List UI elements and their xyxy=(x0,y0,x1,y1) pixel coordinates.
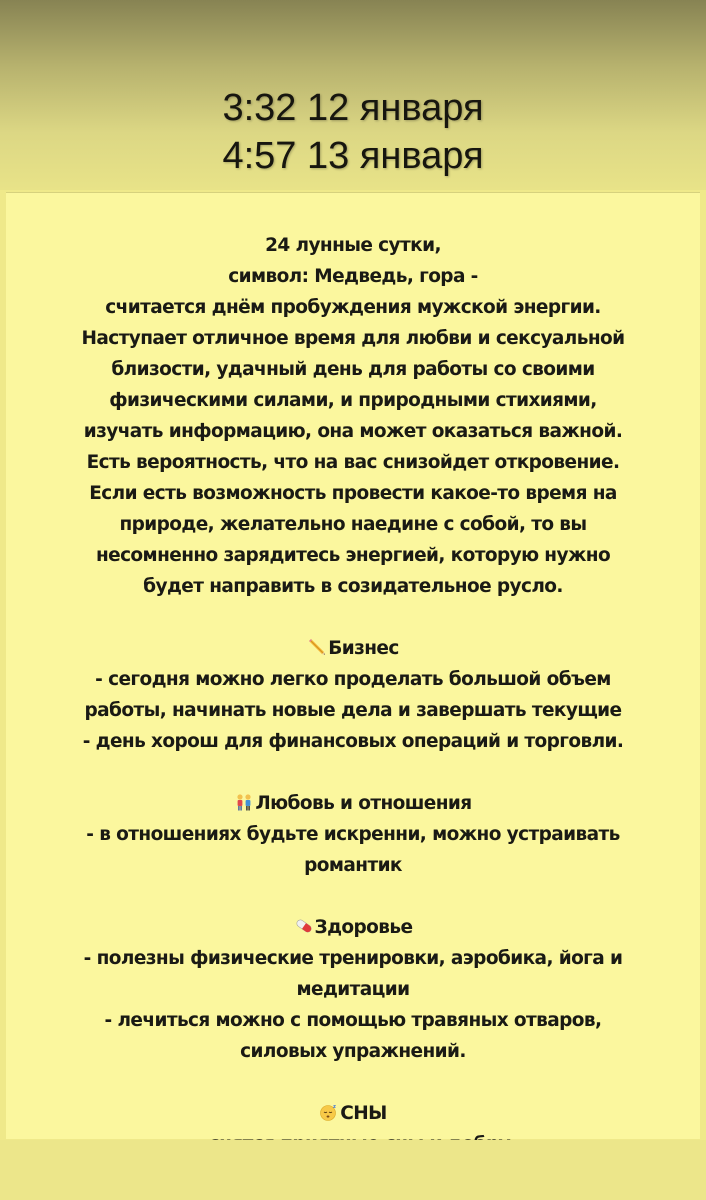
section-title-health xyxy=(18,912,688,943)
intro-line: будет направить в созидательное русло. xyxy=(143,576,563,597)
forecast-content xyxy=(18,230,688,1191)
intro-line: несомненно зарядитесь энергией, которую нужно xyxy=(95,545,611,566)
intro-line: изучать информацию, она может оказаться важной. xyxy=(83,421,623,442)
intro-line: 24 лунные сутки, xyxy=(265,235,441,256)
section-title-love xyxy=(18,788,688,819)
header-line-1: 3:32 12 января xyxy=(222,87,484,129)
section-title-business xyxy=(18,633,688,664)
section-health xyxy=(18,912,688,1067)
svg-text:z: z xyxy=(333,1104,336,1110)
intro-line: природе, желательно наедине с собой, то вы xyxy=(119,514,587,535)
section-title-text: Здоровье xyxy=(314,917,413,938)
bottom-band xyxy=(0,1140,706,1200)
section-title-text: СНЫ xyxy=(340,1103,387,1124)
section-line: работы, начинать новые дела и завершать текущие xyxy=(84,700,622,721)
pill-icon xyxy=(294,917,314,935)
section-title-text: Бизнес xyxy=(328,638,399,659)
intro-line: близости, удачный день для работы со своими xyxy=(111,359,595,380)
intro-line: Наступает отличное время для любви и сексуальной xyxy=(81,328,625,349)
intro-line: символ: Медведь, гора - xyxy=(228,266,478,287)
intro-line: физическими силами, и природными стихиями, xyxy=(109,390,597,411)
pencil-icon xyxy=(307,638,327,656)
section-line: - полезны физические тренировки, аэробика, йога и xyxy=(83,948,623,969)
section-line: - день хорош для финансовых операций и торговли. xyxy=(82,731,624,752)
section-line: - в отношениях будьте искренни, можно устраивать xyxy=(86,824,620,845)
section-love xyxy=(18,788,688,881)
intro-line: Есть вероятность, что на вас снизойдет откровение. xyxy=(86,452,620,473)
section-line: романтик xyxy=(304,855,402,876)
sleeping-face-icon xyxy=(319,1103,339,1121)
section-title-dreams xyxy=(18,1098,688,1129)
section-line: силовых упражнений. xyxy=(240,1041,466,1062)
section-title-text: Любовь и отношения xyxy=(255,793,472,814)
section-business xyxy=(18,633,688,757)
section-line: медитации xyxy=(296,979,410,1000)
header-line-2: 4:57 13 января xyxy=(222,135,484,177)
date-header xyxy=(0,84,706,180)
couple-icon xyxy=(234,793,254,811)
section-line: - сегодня можно легко проделать большой объем xyxy=(95,669,611,690)
intro-line: Если есть возможность провести какое-то время на xyxy=(89,483,617,504)
intro-paragraph xyxy=(18,230,688,602)
intro-line: считается днём пробуждения мужской энергии. xyxy=(105,297,601,318)
section-line: - лечиться можно с помощью травяных отваров, xyxy=(104,1010,602,1031)
